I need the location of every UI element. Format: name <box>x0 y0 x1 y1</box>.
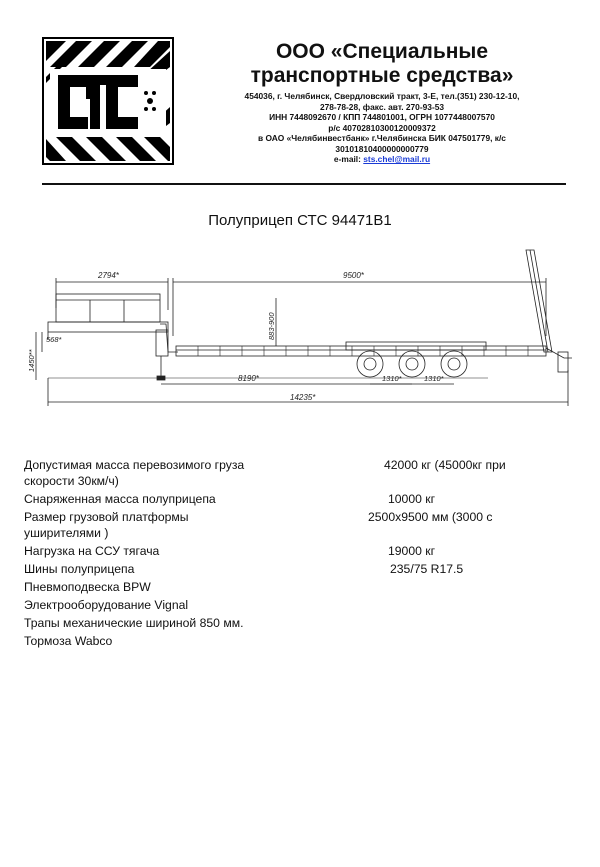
wheel-2 <box>399 351 425 377</box>
company-name-line2: транспортные средства» <box>250 64 514 87</box>
spec-label-line1: Допустимая масса перевозимого груза <box>24 458 245 472</box>
spec-row-platform-size <box>24 509 584 541</box>
gooseneck-deck <box>48 322 168 332</box>
spec-label: Нагрузка на ССУ тягача <box>24 544 160 558</box>
dim-label-height: 883-900 <box>267 312 276 340</box>
gooseneck-body <box>56 294 160 322</box>
document-title: Полуприцеп СТС 94471В1 <box>208 212 392 229</box>
company-name-line1: ООО «Специальные <box>275 40 489 63</box>
trailer-drawing-svg <box>28 240 588 418</box>
spec-row-fifth-wheel-load <box>24 543 584 559</box>
spec-label-line1: Размер грузовой платформы <box>24 510 189 524</box>
specs-list <box>24 457 584 651</box>
company-inn: ИНН 7448092670 / КПП 744801001, ОГРН 1077448007570 <box>269 112 495 122</box>
wheel-group <box>357 351 467 377</box>
email-link[interactable]: sts.chel@mail.ru <box>363 154 431 164</box>
spec-row-electrical: Электрооборудование Vignal <box>24 598 189 612</box>
spec-label <box>24 457 354 489</box>
dim-label-total: 14235* <box>290 393 316 402</box>
spec-row-curb-mass <box>24 491 584 507</box>
header-divider <box>42 183 566 185</box>
spec-value: 19000 кг <box>388 544 436 558</box>
spec-row-cargo-mass <box>24 457 584 489</box>
neck-drop <box>160 324 178 352</box>
company-logo <box>42 37 174 165</box>
spec-row-ramps: Трапы механические шириной 850 мм. <box>24 616 244 630</box>
company-header <box>182 40 582 165</box>
spec-value: 2500х9500 мм (3000 с <box>368 510 493 524</box>
trailer-drawing <box>28 240 588 418</box>
spec-label <box>24 509 354 541</box>
email-label: e-mail: <box>333 154 361 164</box>
rear-light-bracket <box>558 352 568 372</box>
spec-row-brakes: Тормоза Wabco <box>24 634 113 648</box>
spec-label-line2: уширителями ) <box>24 526 109 540</box>
company-address: 454036, г. Челябинск, Свердловский тракт, 3-Е, тел.(351) 230-12-10, <box>244 91 520 101</box>
dim-label-1310-a: 1310* <box>382 374 402 383</box>
spec-label: Снаряженная масса полуприцепа <box>24 492 216 506</box>
dim-label-1310-b: 1310* <box>424 374 444 383</box>
company-bank: в ОАО «Челябинвестбанк» г.Челябинска БИК 047501779, к/с <box>258 133 506 143</box>
spec-row-tires <box>24 561 584 577</box>
spec-row-suspension: Пневмоподвеска BPW <box>24 580 151 594</box>
wheel-1 <box>357 351 383 377</box>
logo-graphic <box>42 37 174 165</box>
spec-value: 235/75 R17.5 <box>390 562 464 576</box>
dim-label-top-left: 2794* <box>98 271 119 280</box>
email-line <box>182 154 582 165</box>
spec-label: Шины полуприцепа <box>24 562 135 576</box>
company-account: р/с 40702810300120009372 <box>328 122 436 133</box>
dim-label-8190: 8190* <box>238 374 259 383</box>
company-corr-account: 30101810400000000779 <box>335 143 429 154</box>
spec-value: 42000 кг (45000кг при <box>384 458 506 472</box>
company-phones: 278-78-28, факс. авт. 270-93-53 <box>319 101 445 112</box>
dim-label-1450: 1450** <box>27 349 36 372</box>
spec-value: 10000 кг <box>388 492 436 506</box>
wheel-3 <box>441 351 467 377</box>
spec-label-line2: скорости 30км/ч) <box>24 474 119 488</box>
company-details <box>182 91 582 154</box>
dim-label-top-main: 9500* <box>343 271 364 280</box>
dim-label-568: 568* <box>46 335 62 344</box>
